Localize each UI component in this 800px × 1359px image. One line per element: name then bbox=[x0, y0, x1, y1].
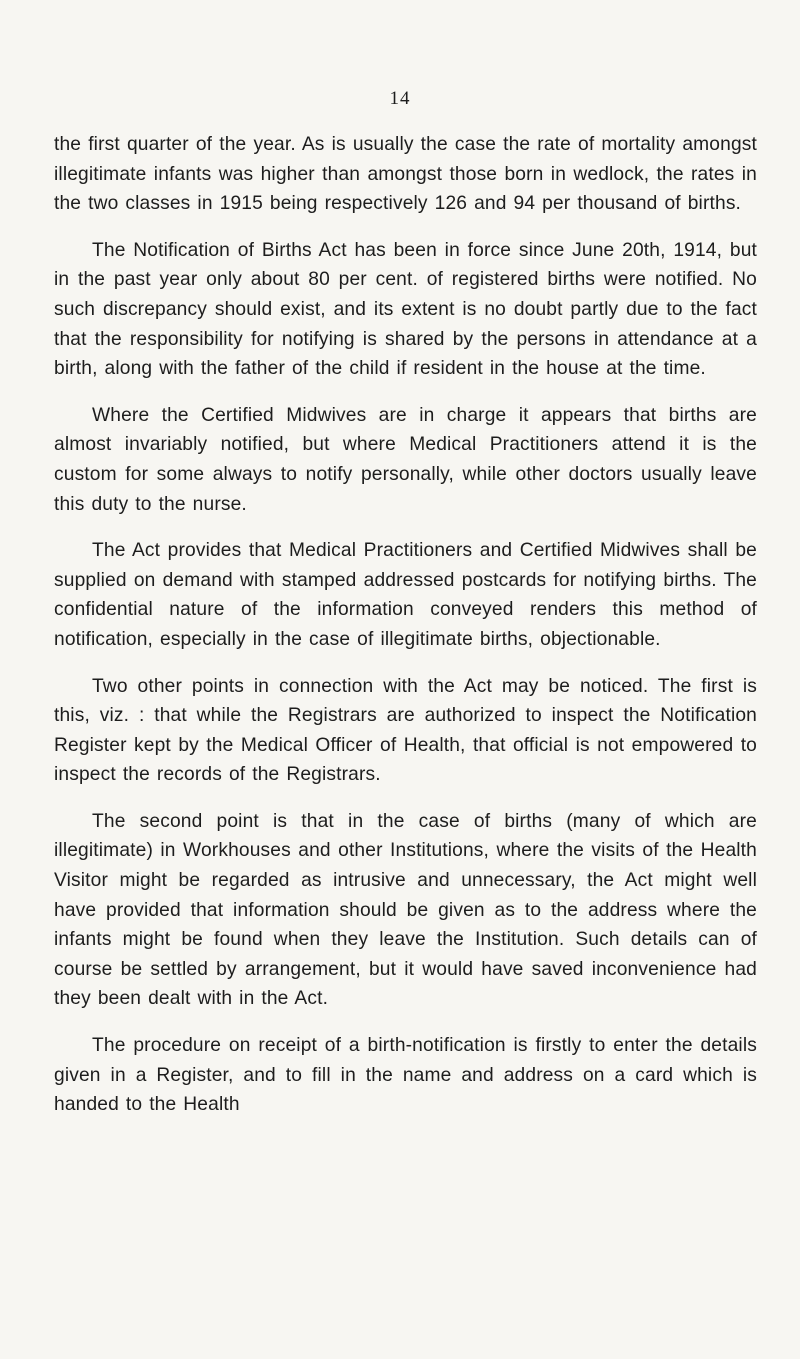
paragraph-continuation: the first quarter of the year. As is usually the case the rate of mortality amongst illegitimate infants was higher than amongst those born in wedlock, the rates in the two classes in 1915 being respectively 126 and 94 per thousand of births. bbox=[54, 134, 757, 215]
page-number: 14 bbox=[389, 88, 411, 109]
paragraph-notification-act: The Notification of Births Act has been in force since June 20th, 1914, but in the past year only about 80 per cent. of registered births were notified. No such discrepancy should exist, and its extent is no doubt partly due to the fact that the responsibility for notifying is shared by the persons in attendance at a birth, along with the father of the child if resident in the house at the time. bbox=[54, 239, 757, 380]
paragraph-postcards: The Act provides that Medical Practitioners and Certified Midwives shall be supplied on demand with stamped addressed postcards for notifying births. The confidential nature of the information conveyed renders this method of notification, especially in the case of illegitimate births, objectionable. bbox=[54, 540, 757, 650]
paragraph-second-point: The second point is that in the case of births (many of which are illegitimate) in Workhouses and other Institutions, where the visits of the Health Visitor might be regarded as intrusive and unnecessary, the Act might well have provided that information should be given as to the address where the infants might be found when they leave the Institution. Such details can of course be settled by arrangement, but it would have saved inconvenience had they been dealt with in the Act. bbox=[54, 810, 757, 1010]
paragraph-two-points: Two other points in connection with the Act may be noticed. The first is this, viz. : that while the Registrars are authorized to inspect the Notification Register kept by the Medical Officer of Health, that official is not empowered to inspect the records of the Registrars. bbox=[54, 675, 757, 786]
body-text bbox=[54, 130, 757, 1137]
paragraph-certified-midwives: Where the Certified Midwives are in charge it appears that births are almost invariably notified, but where Medical Practitioners attend it is the custom for some always to notify personally, while other doctors usually leave this duty to the nurse. bbox=[54, 404, 757, 515]
paragraph-procedure: The procedure on receipt of a birth-notification is firstly to enter the details given in a Register, and to fill in the name and address on a card which is handed to the Health bbox=[54, 1035, 757, 1116]
